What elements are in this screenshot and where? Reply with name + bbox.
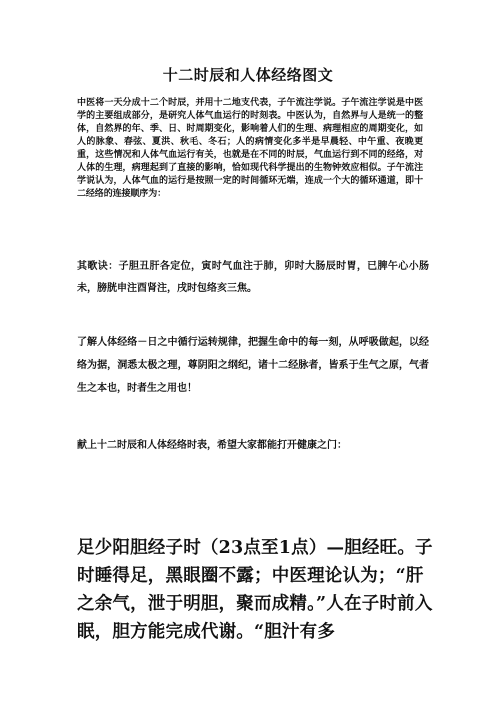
song-paragraph: 其歌诀：子胆丑肝各定位，寅时气血注于肺，卯时大肠辰时胃，已脾午心小肠未，膀胱申注酉肾注，戌时包络亥三焦。 (77, 261, 429, 294)
intro-paragraph: 中医将一天分成十二个时辰，并用十二地支代表，子午流注学说。子午流注学说是中医学的主要组成部分，是研究人体气血运行的时刻表。中医认为，自然界与人是统一的整体，自然界的年、季、日、时周期变化，影响着人们的生理、病理相应的周期变化，如人的脉象、春弦、夏洪、秋毛、冬石；人的病情变化多半是早晨轻、中午重、夜晚更重，这些情况和人体气血运行有关，也就是在不同的时辰，气血运行到不同的经络，对人体的生理，病理起到了直接的影响，恰如现代科学提出的生物钟效应相似。子午流注学说认为，人体气血的运行是按照一定的时间循环无端，连成一个大的循环通道，即十二经络的连接顺序为： (77, 98, 423, 199)
page-title: 十二时辰和人体经络图文 (162, 66, 334, 84)
offer-paragraph: 献上十二时辰和人体经络时表，希望大家都能打开健康之门： (77, 440, 347, 451)
gallbladder-paragraph: 足少阳胆经子时（23点至1点）—胆经旺。子时睡得足，黑眼圈不露；中医理论认为；“肝之余气，泄于明胆，聚而成精。”人在子时前入眠，胆方能完成代谢。“胆汁有多 (77, 538, 433, 642)
meridian-paragraph: 了解人体经络－日之中循行运转规律，把握生命中的每一刻，从呼吸做起，以经络为据，洞悉太极之理，尊阴阳之纲纪，诸十二经脉者，皆系于生气之原，气者生之本也，时者生之用也！ (77, 337, 429, 394)
